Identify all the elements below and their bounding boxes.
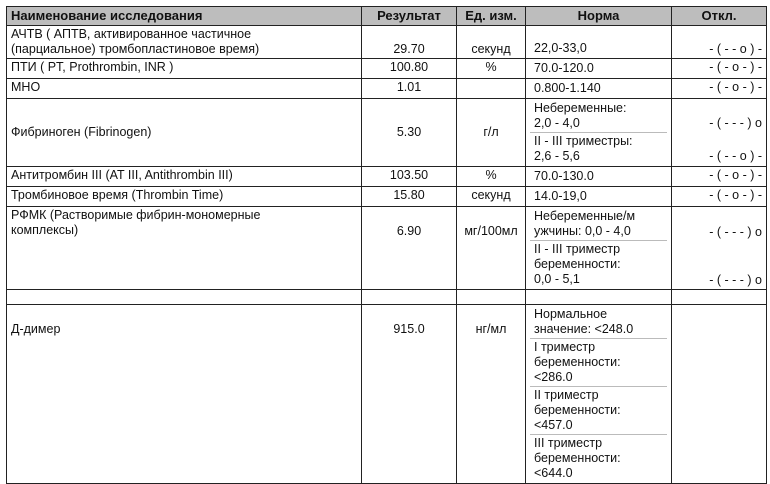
table-row xyxy=(7,187,767,207)
test-name: ПТИ ( PT, Prothrombin, INR ) xyxy=(7,59,362,79)
norm-line: 0,0 - 5,1 xyxy=(534,272,580,286)
test-norm xyxy=(526,187,672,207)
norm-block xyxy=(530,240,667,288)
test-name-line: АЧТВ ( АПТВ, активированное частичное xyxy=(11,27,252,41)
norm-line: Небеременные/м xyxy=(534,209,636,223)
test-unit: мг/100мл xyxy=(457,207,526,290)
test-name: МНО xyxy=(7,79,362,99)
norm-line: значение: <248.0 xyxy=(534,322,634,336)
norm-line: 70.0-130.0 xyxy=(534,169,594,183)
header-unit: Ед. изм. xyxy=(457,7,526,26)
test-name: Д-димер xyxy=(7,305,362,484)
test-unit: % xyxy=(457,167,526,187)
header-name: Наименование исследования xyxy=(7,7,362,26)
norm-line: Нормальное xyxy=(534,307,608,321)
test-deviation: - ( - o - ) - xyxy=(672,167,767,187)
test-deviation: - ( - - o ) - xyxy=(672,26,767,59)
test-unit: нг/мл xyxy=(457,305,526,484)
table-row-spacer xyxy=(7,290,767,305)
test-result: 103.50 xyxy=(362,167,457,187)
norm-line: ужчины: 0,0 - 4,0 xyxy=(534,224,631,238)
test-name-line: комплексы) xyxy=(11,223,79,237)
test-result: 15.80 xyxy=(362,187,457,207)
norm-line: Неберемeнные: xyxy=(534,101,627,115)
norm-block xyxy=(530,100,667,132)
norm-block xyxy=(530,434,667,482)
table-row xyxy=(7,59,767,79)
norm-line: 2,0 - 4,0 xyxy=(534,116,580,130)
norm-line: <286.0 xyxy=(534,370,573,384)
header-norm: Норма xyxy=(526,7,672,26)
deviation-line: - ( - - - ) o xyxy=(709,225,762,239)
test-norm xyxy=(526,79,672,99)
norm-line: <644.0 xyxy=(534,466,573,480)
test-norm xyxy=(526,167,672,187)
norm-line: II триместр xyxy=(534,388,599,402)
norm-line: II - III триместры: xyxy=(534,134,633,148)
norm-line: 2,6 - 5,6 xyxy=(534,149,580,163)
test-name-line: РФМК (Растворимые фибрин-мономерные xyxy=(11,208,261,222)
test-name: Тромбиновое время (Thrombin Time) xyxy=(7,187,362,207)
norm-line: 22,0-33,0 xyxy=(534,41,587,55)
test-deviation xyxy=(672,305,767,484)
table-row xyxy=(7,99,767,167)
header-result: Результат xyxy=(362,7,457,26)
norm-line: 0.800-1.140 xyxy=(534,81,601,95)
test-result: 1.01 xyxy=(362,79,457,99)
test-norm xyxy=(526,99,672,167)
norm-block xyxy=(530,338,667,386)
test-name xyxy=(7,26,362,59)
table-row xyxy=(7,79,767,99)
deviation-line: - ( - - - ) o xyxy=(709,116,762,130)
test-result: 6.90 xyxy=(362,207,457,290)
norm-line: беременности: xyxy=(534,451,621,465)
test-deviation xyxy=(672,99,767,167)
test-unit: секунд xyxy=(457,26,526,59)
test-name xyxy=(7,207,362,290)
table-row xyxy=(7,26,767,59)
norm-line: беременности: xyxy=(534,257,621,271)
deviation-line: - ( - - o ) - xyxy=(709,149,762,163)
norm-line: беременности: xyxy=(534,355,621,369)
norm-block xyxy=(530,132,667,165)
test-norm xyxy=(526,207,672,290)
header-deviation: Откл. xyxy=(672,7,767,26)
norm-line: II - III триместр xyxy=(534,242,621,256)
test-result: 915.0 xyxy=(362,305,457,484)
table-row xyxy=(7,207,767,290)
test-deviation xyxy=(672,207,767,290)
norm-block xyxy=(530,208,667,240)
test-result: 100.80 xyxy=(362,59,457,79)
test-unit: % xyxy=(457,59,526,79)
test-name: Фибриноген (Fibrinogen) xyxy=(7,99,362,167)
test-norm xyxy=(526,59,672,79)
norm-line: I триместр xyxy=(534,340,596,354)
deviation-line: - ( - - - ) o xyxy=(709,273,762,287)
table-header-row xyxy=(7,7,767,26)
test-result: 5.30 xyxy=(362,99,457,167)
norm-block xyxy=(530,386,667,434)
table-row xyxy=(7,305,767,484)
norm-line: III триместр xyxy=(534,436,603,450)
test-norm xyxy=(526,26,672,59)
test-unit: секунд xyxy=(457,187,526,207)
norm-line: 70.0-120.0 xyxy=(534,61,594,75)
test-unit: г/л xyxy=(457,99,526,167)
norm-line: беременности: xyxy=(534,403,621,417)
test-deviation: - ( - o - ) - xyxy=(672,59,767,79)
test-name: Антитромбин III (AT III, Antithrombin III) xyxy=(7,167,362,187)
norm-block xyxy=(530,306,667,338)
test-name-line: (парциальное) тромбопластиновое время) xyxy=(11,42,260,56)
test-deviation: - ( - o - ) - xyxy=(672,79,767,99)
test-result: 29.70 xyxy=(362,26,457,59)
norm-line: 14.0-19,0 xyxy=(534,189,587,203)
lab-results-table xyxy=(6,6,767,484)
table-row xyxy=(7,167,767,187)
test-deviation: - ( - o - ) - xyxy=(672,187,767,207)
test-unit xyxy=(457,79,526,99)
test-norm xyxy=(526,305,672,484)
norm-line: <457.0 xyxy=(534,418,573,432)
